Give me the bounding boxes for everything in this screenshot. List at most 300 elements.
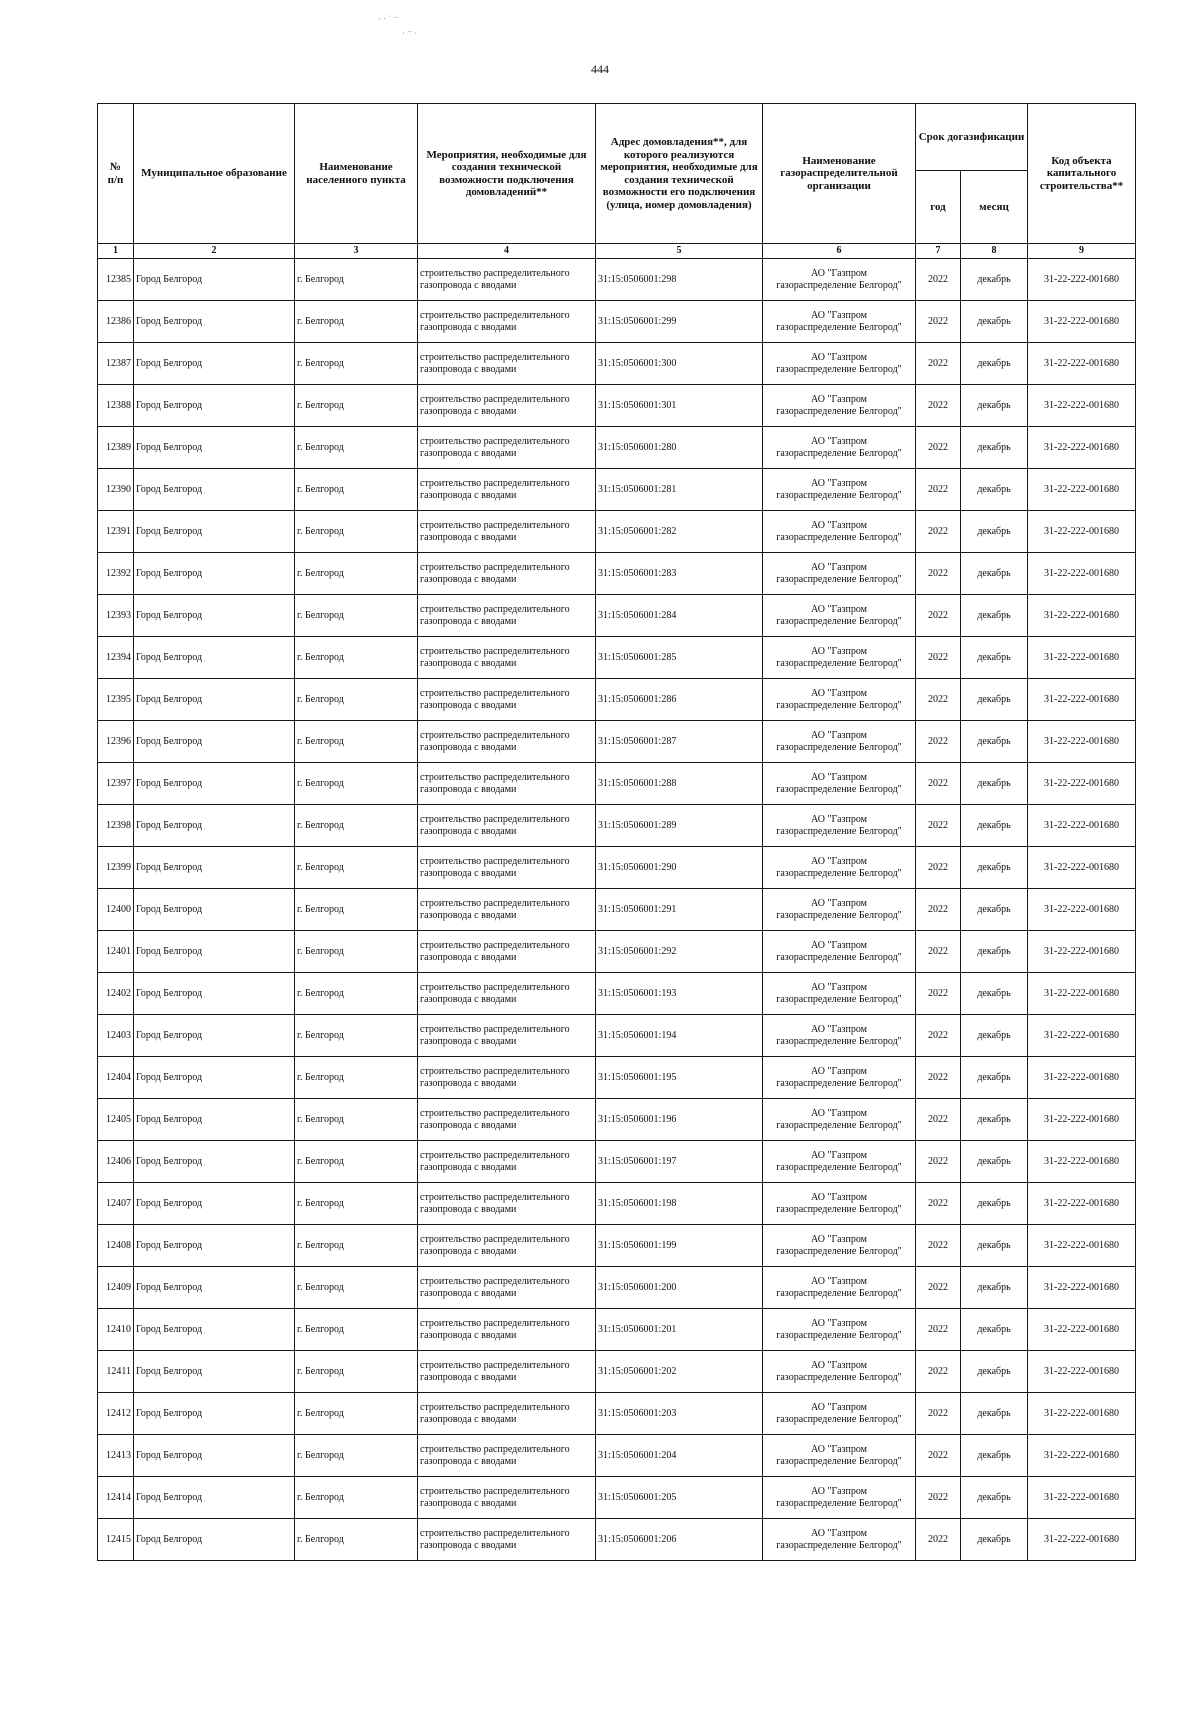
settlement-cell: г. Белгород xyxy=(295,1015,418,1057)
year-cell: 2022 xyxy=(916,847,961,889)
table-body xyxy=(98,259,1136,1561)
works-cell: строительство распределительного газопровода с вводами xyxy=(418,511,596,553)
org-line-2: газораспределение Белгород" xyxy=(776,1413,902,1425)
code-cell: 31-22-222-001680 xyxy=(1028,1477,1136,1519)
org-line-1: АО "Газпром xyxy=(811,1359,867,1371)
address-cell: 31:15:0506001:203 xyxy=(596,1393,763,1435)
month-cell: декабрь xyxy=(961,931,1028,973)
address-cell: 31:15:0506001:199 xyxy=(596,1225,763,1267)
month-cell: декабрь xyxy=(961,763,1028,805)
municipality-cell: Город Белгород xyxy=(134,1225,295,1267)
header-org: Наименование газораспределительной организации xyxy=(763,104,916,244)
address-cell: 31:15:0506001:299 xyxy=(596,301,763,343)
works-cell: строительство распределительного газопровода с вводами xyxy=(418,1519,596,1561)
table-row xyxy=(98,469,1136,511)
month-cell: декабрь xyxy=(961,973,1028,1015)
code-cell: 31-22-222-001680 xyxy=(1028,595,1136,637)
municipality-cell: Город Белгород xyxy=(134,763,295,805)
org-cell xyxy=(763,1099,916,1141)
works-cell: строительство распределительного газопровода с вводами xyxy=(418,1477,596,1519)
org-line-1: АО "Газпром xyxy=(811,1317,867,1329)
code-cell: 31-22-222-001680 xyxy=(1028,847,1136,889)
month-cell: декабрь xyxy=(961,259,1028,301)
year-cell: 2022 xyxy=(916,1099,961,1141)
year-cell: 2022 xyxy=(916,1309,961,1351)
column-number: 9 xyxy=(1028,244,1136,259)
address-cell: 31:15:0506001:284 xyxy=(596,595,763,637)
org-line-2: газораспределение Белгород" xyxy=(776,615,902,627)
org-cell xyxy=(763,1225,916,1267)
row-number: 12393 xyxy=(98,595,134,637)
org-line-1: АО "Газпром xyxy=(811,1191,867,1203)
settlement-cell: г. Белгород xyxy=(295,679,418,721)
settlement-cell: г. Белгород xyxy=(295,1267,418,1309)
municipality-cell: Город Белгород xyxy=(134,343,295,385)
month-cell: декабрь xyxy=(961,301,1028,343)
address-cell: 31:15:0506001:280 xyxy=(596,427,763,469)
row-number: 12410 xyxy=(98,1309,134,1351)
code-cell: 31-22-222-001680 xyxy=(1028,427,1136,469)
year-cell: 2022 xyxy=(916,973,961,1015)
year-cell: 2022 xyxy=(916,1057,961,1099)
code-cell: 31-22-222-001680 xyxy=(1028,1057,1136,1099)
table-row xyxy=(98,1309,1136,1351)
org-line-1: АО "Газпром xyxy=(811,855,867,867)
table-row xyxy=(98,259,1136,301)
table-row xyxy=(98,511,1136,553)
org-cell xyxy=(763,1141,916,1183)
org-line-2: газораспределение Белгород" xyxy=(776,279,902,291)
table-row xyxy=(98,385,1136,427)
scan-noise-mark: · ⁻ · xyxy=(402,28,418,38)
code-cell: 31-22-222-001680 xyxy=(1028,721,1136,763)
org-cell xyxy=(763,511,916,553)
month-cell: декабрь xyxy=(961,469,1028,511)
org-line-1: АО "Газпром xyxy=(811,1275,867,1287)
address-cell: 31:15:0506001:300 xyxy=(596,343,763,385)
works-cell: строительство распределительного газопровода с вводами xyxy=(418,637,596,679)
works-cell: строительство распределительного газопровода с вводами xyxy=(418,805,596,847)
month-cell: декабрь xyxy=(961,1183,1028,1225)
org-line-2: газораспределение Белгород" xyxy=(776,867,902,879)
row-number: 12413 xyxy=(98,1435,134,1477)
month-cell: декабрь xyxy=(961,637,1028,679)
address-cell: 31:15:0506001:200 xyxy=(596,1267,763,1309)
works-cell: строительство распределительного газопровода с вводами xyxy=(418,385,596,427)
address-cell: 31:15:0506001:298 xyxy=(596,259,763,301)
year-cell: 2022 xyxy=(916,469,961,511)
org-line-2: газораспределение Белгород" xyxy=(776,405,902,417)
municipality-cell: Город Белгород xyxy=(134,847,295,889)
works-cell: строительство распределительного газопровода с вводами xyxy=(418,1015,596,1057)
table-row xyxy=(98,301,1136,343)
municipality-cell: Город Белгород xyxy=(134,1393,295,1435)
org-cell xyxy=(763,1351,916,1393)
settlement-cell: г. Белгород xyxy=(295,763,418,805)
settlement-cell: г. Белгород xyxy=(295,889,418,931)
settlement-cell: г. Белгород xyxy=(295,259,418,301)
table-row xyxy=(98,805,1136,847)
org-line-2: газораспределение Белгород" xyxy=(776,1371,902,1383)
row-number: 12400 xyxy=(98,889,134,931)
table-row xyxy=(98,637,1136,679)
settlement-cell: г. Белгород xyxy=(295,511,418,553)
month-cell: декабрь xyxy=(961,1519,1028,1561)
municipality-cell: Город Белгород xyxy=(134,553,295,595)
org-cell xyxy=(763,1309,916,1351)
scan-noise-mark: · ‧ ˙ ⁻ xyxy=(378,14,399,24)
org-cell xyxy=(763,259,916,301)
address-cell: 31:15:0506001:198 xyxy=(596,1183,763,1225)
month-cell: декабрь xyxy=(961,343,1028,385)
address-cell: 31:15:0506001:206 xyxy=(596,1519,763,1561)
municipality-cell: Город Белгород xyxy=(134,721,295,763)
org-line-2: газораспределение Белгород" xyxy=(776,1287,902,1299)
works-cell: строительство распределительного газопровода с вводами xyxy=(418,553,596,595)
municipality-cell: Город Белгород xyxy=(134,805,295,847)
org-line-1: АО "Газпром xyxy=(811,561,867,573)
works-cell: строительство распределительного газопровода с вводами xyxy=(418,259,596,301)
row-number: 12386 xyxy=(98,301,134,343)
code-cell: 31-22-222-001680 xyxy=(1028,469,1136,511)
row-number: 12414 xyxy=(98,1477,134,1519)
municipality-cell: Город Белгород xyxy=(134,1351,295,1393)
org-line-2: газораспределение Белгород" xyxy=(776,447,902,459)
org-cell xyxy=(763,1015,916,1057)
org-cell xyxy=(763,1519,916,1561)
org-cell xyxy=(763,1057,916,1099)
org-line-1: АО "Газпром xyxy=(811,1485,867,1497)
address-cell: 31:15:0506001:283 xyxy=(596,553,763,595)
table-row xyxy=(98,1477,1136,1519)
org-line-2: газораспределение Белгород" xyxy=(776,1455,902,1467)
municipality-cell: Город Белгород xyxy=(134,1015,295,1057)
works-cell: строительство распределительного газопровода с вводами xyxy=(418,1225,596,1267)
address-cell: 31:15:0506001:193 xyxy=(596,973,763,1015)
row-number: 12388 xyxy=(98,385,134,427)
year-cell: 2022 xyxy=(916,1519,961,1561)
municipality-cell: Город Белгород xyxy=(134,1435,295,1477)
column-number: 2 xyxy=(134,244,295,259)
year-cell: 2022 xyxy=(916,343,961,385)
header-year: год xyxy=(916,171,961,244)
month-cell: декабрь xyxy=(961,511,1028,553)
org-cell xyxy=(763,1183,916,1225)
row-number: 12401 xyxy=(98,931,134,973)
org-line-1: АО "Газпром xyxy=(811,435,867,447)
column-number: 4 xyxy=(418,244,596,259)
org-line-1: АО "Газпром xyxy=(811,897,867,909)
works-cell: строительство распределительного газопровода с вводами xyxy=(418,973,596,1015)
column-number-row xyxy=(98,244,1136,259)
address-cell: 31:15:0506001:288 xyxy=(596,763,763,805)
org-line-1: АО "Газпром xyxy=(811,267,867,279)
row-number: 12402 xyxy=(98,973,134,1015)
works-cell: строительство распределительного газопровода с вводами xyxy=(418,1141,596,1183)
address-cell: 31:15:0506001:202 xyxy=(596,1351,763,1393)
year-cell: 2022 xyxy=(916,1267,961,1309)
year-cell: 2022 xyxy=(916,1183,961,1225)
code-cell: 31-22-222-001680 xyxy=(1028,1099,1136,1141)
table-row xyxy=(98,1099,1136,1141)
year-cell: 2022 xyxy=(916,889,961,931)
settlement-cell: г. Белгород xyxy=(295,1435,418,1477)
org-line-2: газораспределение Белгород" xyxy=(776,1245,902,1257)
municipality-cell: Город Белгород xyxy=(134,511,295,553)
address-cell: 31:15:0506001:285 xyxy=(596,637,763,679)
address-cell: 31:15:0506001:281 xyxy=(596,469,763,511)
gasification-table xyxy=(97,103,1136,1561)
row-number: 12415 xyxy=(98,1519,134,1561)
year-cell: 2022 xyxy=(916,763,961,805)
works-cell: строительство распределительного газопровода с вводами xyxy=(418,1183,596,1225)
row-number: 12404 xyxy=(98,1057,134,1099)
settlement-cell: г. Белгород xyxy=(295,553,418,595)
works-cell: строительство распределительного газопровода с вводами xyxy=(418,427,596,469)
settlement-cell: г. Белгород xyxy=(295,805,418,847)
org-line-2: газораспределение Белгород" xyxy=(776,909,902,921)
org-cell xyxy=(763,1267,916,1309)
month-cell: декабрь xyxy=(961,1225,1028,1267)
row-number: 12396 xyxy=(98,721,134,763)
municipality-cell: Город Белгород xyxy=(134,427,295,469)
org-line-2: газораспределение Белгород" xyxy=(776,1161,902,1173)
org-cell xyxy=(763,721,916,763)
org-line-2: газораспределение Белгород" xyxy=(776,657,902,669)
code-cell: 31-22-222-001680 xyxy=(1028,1225,1136,1267)
year-cell: 2022 xyxy=(916,595,961,637)
settlement-cell: г. Белгород xyxy=(295,1099,418,1141)
table-row xyxy=(98,1393,1136,1435)
row-number: 12398 xyxy=(98,805,134,847)
year-cell: 2022 xyxy=(916,679,961,721)
year-cell: 2022 xyxy=(916,259,961,301)
works-cell: строительство распределительного газопровода с вводами xyxy=(418,1351,596,1393)
works-cell: строительство распределительного газопровода с вводами xyxy=(418,763,596,805)
works-cell: строительство распределительного газопровода с вводами xyxy=(418,1267,596,1309)
municipality-cell: Город Белгород xyxy=(134,1477,295,1519)
table-row xyxy=(98,343,1136,385)
works-cell: строительство распределительного газопровода с вводами xyxy=(418,847,596,889)
header-works: Мероприятия, необходимые для создания технической возможности подключения домовладений** xyxy=(418,104,596,244)
org-cell xyxy=(763,1393,916,1435)
settlement-cell: г. Белгород xyxy=(295,1225,418,1267)
month-cell: декабрь xyxy=(961,1393,1028,1435)
year-cell: 2022 xyxy=(916,1393,961,1435)
org-line-1: АО "Газпром xyxy=(811,1233,867,1245)
code-cell: 31-22-222-001680 xyxy=(1028,1141,1136,1183)
org-line-2: газораспределение Белгород" xyxy=(776,1329,902,1341)
org-line-1: АО "Газпром xyxy=(811,1065,867,1077)
municipality-cell: Город Белгород xyxy=(134,679,295,721)
works-cell: строительство распределительного газопровода с вводами xyxy=(418,343,596,385)
org-cell xyxy=(763,1477,916,1519)
org-cell xyxy=(763,301,916,343)
settlement-cell: г. Белгород xyxy=(295,595,418,637)
org-cell xyxy=(763,973,916,1015)
org-line-1: АО "Газпром xyxy=(811,309,867,321)
year-cell: 2022 xyxy=(916,637,961,679)
municipality-cell: Город Белгород xyxy=(134,1057,295,1099)
works-cell: строительство распределительного газопровода с вводами xyxy=(418,931,596,973)
settlement-cell: г. Белгород xyxy=(295,973,418,1015)
org-line-2: газораспределение Белгород" xyxy=(776,489,902,501)
settlement-cell: г. Белгород xyxy=(295,1351,418,1393)
table-row xyxy=(98,1225,1136,1267)
year-cell: 2022 xyxy=(916,1015,961,1057)
month-cell: декабрь xyxy=(961,721,1028,763)
org-line-2: газораспределение Белгород" xyxy=(776,993,902,1005)
address-cell: 31:15:0506001:287 xyxy=(596,721,763,763)
page-number: 444 xyxy=(591,62,609,76)
row-number: 12389 xyxy=(98,427,134,469)
code-cell: 31-22-222-001680 xyxy=(1028,805,1136,847)
works-cell: строительство распределительного газопровода с вводами xyxy=(418,469,596,511)
works-cell: строительство распределительного газопровода с вводами xyxy=(418,1309,596,1351)
org-cell xyxy=(763,889,916,931)
settlement-cell: г. Белгород xyxy=(295,847,418,889)
table-row xyxy=(98,721,1136,763)
org-line-2: газораспределение Белгород" xyxy=(776,741,902,753)
settlement-cell: г. Белгород xyxy=(295,343,418,385)
column-number: 1 xyxy=(98,244,134,259)
month-cell: декабрь xyxy=(961,1141,1028,1183)
month-cell: декабрь xyxy=(961,1267,1028,1309)
org-line-2: газораспределение Белгород" xyxy=(776,783,902,795)
row-number: 12392 xyxy=(98,553,134,595)
table-row xyxy=(98,1057,1136,1099)
column-number: 6 xyxy=(763,244,916,259)
year-cell: 2022 xyxy=(916,931,961,973)
table-row xyxy=(98,1183,1136,1225)
settlement-cell: г. Белгород xyxy=(295,1393,418,1435)
org-line-2: газораспределение Белгород" xyxy=(776,825,902,837)
header-address: Адрес домовладения**, для которого реализуются мероприятия, необходимые для создания технической возможности его подключения (улица, номер домовладения) xyxy=(596,104,763,244)
table-row xyxy=(98,973,1136,1015)
org-cell xyxy=(763,427,916,469)
org-line-2: газораспределение Белгород" xyxy=(776,951,902,963)
org-line-1: АО "Газпром xyxy=(811,519,867,531)
org-line-1: АО "Газпром xyxy=(811,603,867,615)
address-cell: 31:15:0506001:195 xyxy=(596,1057,763,1099)
settlement-cell: г. Белгород xyxy=(295,427,418,469)
municipality-cell: Город Белгород xyxy=(134,1099,295,1141)
row-number: 12411 xyxy=(98,1351,134,1393)
org-line-1: АО "Газпром xyxy=(811,729,867,741)
org-line-1: АО "Газпром xyxy=(811,477,867,489)
org-cell xyxy=(763,763,916,805)
code-cell: 31-22-222-001680 xyxy=(1028,1393,1136,1435)
municipality-cell: Город Белгород xyxy=(134,469,295,511)
org-cell xyxy=(763,385,916,427)
org-cell xyxy=(763,847,916,889)
code-cell: 31-22-222-001680 xyxy=(1028,1351,1136,1393)
code-cell: 31-22-222-001680 xyxy=(1028,343,1136,385)
column-number: 5 xyxy=(596,244,763,259)
code-cell: 31-22-222-001680 xyxy=(1028,637,1136,679)
org-line-1: АО "Газпром xyxy=(811,1527,867,1539)
settlement-cell: г. Белгород xyxy=(295,931,418,973)
code-cell: 31-22-222-001680 xyxy=(1028,889,1136,931)
row-number: 12409 xyxy=(98,1267,134,1309)
year-cell: 2022 xyxy=(916,805,961,847)
month-cell: декабрь xyxy=(961,1351,1028,1393)
month-cell: декабрь xyxy=(961,679,1028,721)
address-cell: 31:15:0506001:286 xyxy=(596,679,763,721)
month-cell: декабрь xyxy=(961,385,1028,427)
month-cell: декабрь xyxy=(961,595,1028,637)
year-cell: 2022 xyxy=(916,1141,961,1183)
table-row xyxy=(98,1519,1136,1561)
row-number: 12387 xyxy=(98,343,134,385)
org-line-1: АО "Газпром xyxy=(811,687,867,699)
org-line-2: газораспределение Белгород" xyxy=(776,1119,902,1131)
address-cell: 31:15:0506001:201 xyxy=(596,1309,763,1351)
settlement-cell: г. Белгород xyxy=(295,1183,418,1225)
header-settlement: Наименование населенного пункта xyxy=(295,104,418,244)
org-line-2: газораспределение Белгород" xyxy=(776,363,902,375)
code-cell: 31-22-222-001680 xyxy=(1028,1519,1136,1561)
year-cell: 2022 xyxy=(916,1435,961,1477)
municipality-cell: Город Белгород xyxy=(134,1141,295,1183)
month-cell: декабрь xyxy=(961,847,1028,889)
org-cell xyxy=(763,343,916,385)
table-row xyxy=(98,1267,1136,1309)
table-row xyxy=(98,595,1136,637)
row-number: 12394 xyxy=(98,637,134,679)
month-cell: декабрь xyxy=(961,889,1028,931)
address-cell: 31:15:0506001:205 xyxy=(596,1477,763,1519)
settlement-cell: г. Белгород xyxy=(295,1477,418,1519)
municipality-cell: Город Белгород xyxy=(134,973,295,1015)
code-cell: 31-22-222-001680 xyxy=(1028,973,1136,1015)
table-row xyxy=(98,889,1136,931)
month-cell: декабрь xyxy=(961,1015,1028,1057)
month-cell: декабрь xyxy=(961,1099,1028,1141)
code-cell: 31-22-222-001680 xyxy=(1028,553,1136,595)
org-line-1: АО "Газпром xyxy=(811,771,867,783)
row-number: 12397 xyxy=(98,763,134,805)
org-line-1: АО "Газпром xyxy=(811,1149,867,1161)
address-cell: 31:15:0506001:194 xyxy=(596,1015,763,1057)
code-cell: 31-22-222-001680 xyxy=(1028,511,1136,553)
year-cell: 2022 xyxy=(916,553,961,595)
column-number: 8 xyxy=(961,244,1028,259)
row-number: 12399 xyxy=(98,847,134,889)
municipality-cell: Город Белгород xyxy=(134,889,295,931)
org-cell xyxy=(763,469,916,511)
column-number: 7 xyxy=(916,244,961,259)
works-cell: строительство распределительного газопровода с вводами xyxy=(418,679,596,721)
table-row xyxy=(98,1351,1136,1393)
row-number: 12391 xyxy=(98,511,134,553)
table-row xyxy=(98,1141,1136,1183)
works-cell: строительство распределительного газопровода с вводами xyxy=(418,721,596,763)
org-line-1: АО "Газпром xyxy=(811,351,867,363)
org-line-2: газораспределение Белгород" xyxy=(776,699,902,711)
org-cell xyxy=(763,595,916,637)
address-cell: 31:15:0506001:291 xyxy=(596,889,763,931)
row-number: 12407 xyxy=(98,1183,134,1225)
year-cell: 2022 xyxy=(916,1351,961,1393)
org-line-2: газораспределение Белгород" xyxy=(776,573,902,585)
org-cell xyxy=(763,679,916,721)
code-cell: 31-22-222-001680 xyxy=(1028,1267,1136,1309)
year-cell: 2022 xyxy=(916,721,961,763)
settlement-cell: г. Белгород xyxy=(295,1141,418,1183)
month-cell: декабрь xyxy=(961,1477,1028,1519)
address-cell: 31:15:0506001:196 xyxy=(596,1099,763,1141)
